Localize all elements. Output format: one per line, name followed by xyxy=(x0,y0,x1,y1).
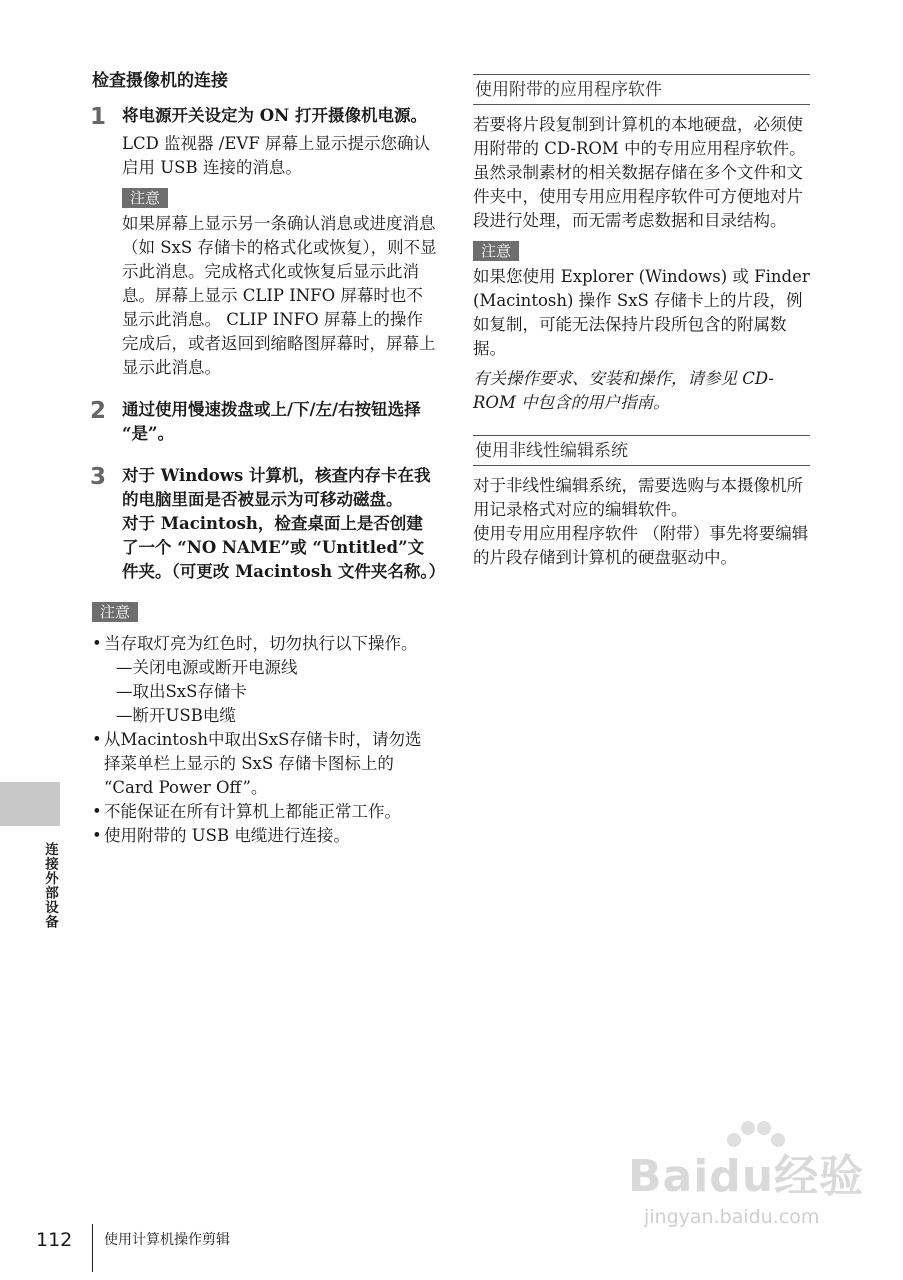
baidu-watermark xyxy=(628,1140,868,1260)
sub-item: —断开USB电缆 xyxy=(116,706,236,725)
section-heading: 使用附带的应用程序软件 xyxy=(473,74,810,105)
note-badge: 注意 xyxy=(122,188,168,208)
step-title-macintosh: 对于 Macintosh，检查桌面上是否创建了一个 “NO NAME”或 “Untitled”文件夹。（可更改 Macintosh 文件夹名称。） xyxy=(122,514,446,581)
section-heading-check-connection: 检查摄像机的连接 xyxy=(92,71,228,91)
step-title: 将电源开关设定为 ON 打开摄像机电源。 xyxy=(122,106,427,125)
left-column xyxy=(90,68,446,848)
right-column xyxy=(473,74,810,584)
section-bundled-software xyxy=(473,74,810,415)
paragraph: 对于非线性编辑系统，需要选购与本摄像机所用记录格式对应的编辑软件。 xyxy=(473,476,803,519)
list-item: • 从Macintosh中取出SxS存储卡时，请勿选择菜单栏上显示的 SxS 存储卡图标上的 “Card Power Off”。 xyxy=(92,728,437,800)
footer-title: 使用计算机操作剪辑 xyxy=(104,1232,230,1248)
step-number: 2 xyxy=(90,398,107,424)
note-badge: 注意 xyxy=(473,241,519,261)
paragraph: 使用专用应用程序软件 （附带）事先将要编辑的片段存储到计算机的硬盘驱动中。 xyxy=(473,524,809,567)
step-title: 通过使用慢速拨盘或上/下/左/右按钮选择 “是”。 xyxy=(122,400,421,443)
step-2 xyxy=(92,398,437,446)
step-3 xyxy=(90,464,446,584)
chapter-side-label: 连接外部设备 xyxy=(42,842,58,929)
bullet-text: 当存取灯亮为红色时，切勿执行以下操作。 xyxy=(104,634,418,653)
list-item xyxy=(92,632,437,728)
sub-item: —关闭电源或断开电源线 xyxy=(116,658,298,677)
step-title: 对于 Windows 计算机，核查内存卡在我的电脑里面是否被显示为可移动磁盘。 xyxy=(122,466,431,509)
page-number: 112 xyxy=(36,1229,73,1251)
paragraph: 虽然录制素材的相关数据存储在多个文件和文件夹中，使用专用应用程序软件可方便地对片段进行处理，而无需考虑数据和目录结构。 xyxy=(473,163,803,230)
step-1 xyxy=(92,104,437,380)
section-heading: 使用非线性编辑系统 xyxy=(473,435,810,466)
step-number: 3 xyxy=(90,464,107,490)
chapter-tab-marker xyxy=(0,782,60,826)
note-text: 如果您使用 Explorer (Windows) 或 Finder (Macintosh) 操作 SxS 存储卡上的片段，例如复制，可能无法保持片段所包含的附属数据。 xyxy=(473,267,810,358)
note-text: 如果屏幕上显示另一条确认消息或进度消息 （如 SxS 存储卡的格式化或恢复），则不显示此消息。完成格式化或恢复后显示此消息。屏幕上显示 CLIP INFO 屏幕时也不显示此消息。 CLIP INFO 屏幕上的操作完成后，或者返回到缩略图屏幕时，屏幕上显示此消息。 xyxy=(122,214,437,377)
list-item: • 不能保证在所有计算机上都能正常工作。 xyxy=(92,800,437,824)
note-badge: 注意 xyxy=(92,602,138,622)
list-item: • 使用附带的 USB 电缆进行连接。 xyxy=(92,824,437,848)
watermark-logo: Baidu经验 xyxy=(628,1151,865,1202)
sub-item: —取出SxS存储卡 xyxy=(116,682,247,701)
section-nonlinear-editing xyxy=(473,435,810,570)
reference-text: 有关操作要求、安装和操作，请参见 CD-ROM 中包含的用户指南。 xyxy=(473,369,774,412)
watermark-url: jingyan.baidu.com xyxy=(644,1206,820,1228)
footer-divider xyxy=(92,1224,93,1272)
step-number: 1 xyxy=(90,104,107,130)
step-text: LCD 监视器 /EVF 屏幕上显示提示您确认启用 USB 连接的消息。 xyxy=(122,134,431,177)
paragraph: 若要将片段复制到计算机的本地硬盘，必须使用附带的 CD-ROM 中的专用应用程序软件。 xyxy=(473,115,806,158)
caution-list xyxy=(92,632,437,848)
